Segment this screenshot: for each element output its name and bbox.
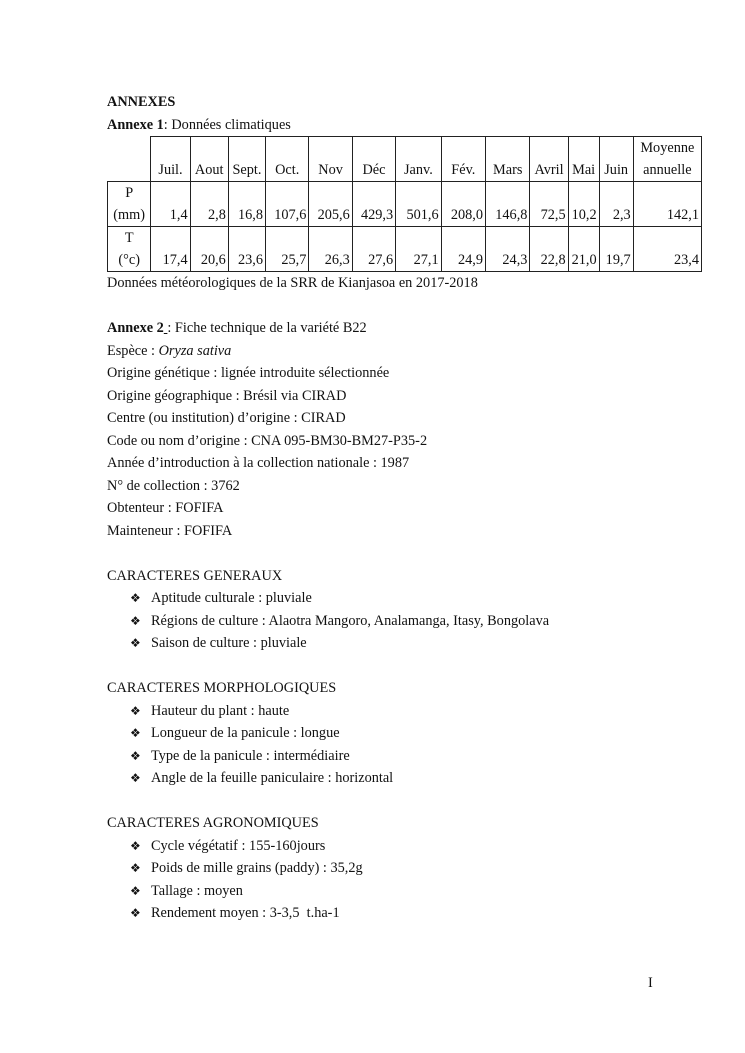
list-item [130, 610, 702, 633]
table-cell: 20,6 [190, 227, 228, 272]
fiche-line: N° de collection : 3762 [107, 477, 240, 494]
column-header: Juin [599, 137, 633, 182]
table-cell: 2,3 [599, 182, 633, 227]
row-label-line2: (°c) [118, 252, 140, 268]
annexe1-title: : Données climatiques [163, 116, 291, 133]
diamond-bullet-icon: ❖ [130, 703, 141, 718]
fiche-line: Obtenteur : FOFIFA [107, 500, 224, 516]
table-cell: 107,6 [266, 182, 309, 227]
table-cell: 21,0 [568, 227, 599, 272]
list-item-text: Cycle végétatif : 155-160jours [151, 837, 326, 854]
list-item-text: Poids de mille grains (paddy) : 35,2g [151, 860, 363, 876]
list-item [130, 857, 702, 880]
list-item-text: Hauteur du plant : haute [151, 702, 290, 719]
list-item [130, 767, 702, 790]
annexes-title: ANNEXES [107, 94, 176, 110]
table-cell: 1,4 [151, 182, 190, 227]
table-cell: 2,8 [190, 182, 228, 227]
table-row-precipitation [108, 182, 702, 227]
list-item-text: Tallage : moyen [151, 882, 243, 899]
row-label [108, 182, 151, 227]
table-cell: 23,6 [228, 227, 265, 272]
list-item [130, 700, 702, 723]
list-item-text: Aptitude culturale : pluviale [151, 590, 312, 606]
fiche-line: Année d’introduction à la collection nationale : 1987 [107, 455, 410, 471]
section-heading-generaux: CARACTERES GENERAUX [107, 567, 283, 584]
table-row-temperature [108, 227, 702, 272]
diamond-bullet-icon: ❖ [130, 591, 141, 605]
list-item-text: Rendement moyen : 3-3,5 t.ha-1 [151, 905, 340, 921]
annexe1-label: Annexe 1 [107, 116, 164, 133]
list-item-text: Angle de la feuille paniculaire : horizontal [151, 770, 394, 786]
diamond-bullet-icon: ❖ [130, 748, 141, 763]
diamond-bullet-icon: ❖ [130, 906, 141, 920]
diamond-bullet-icon: ❖ [130, 861, 141, 875]
column-header: Nov [309, 137, 352, 182]
diamond-bullet-icon: ❖ [130, 883, 141, 898]
table-cell: 17,4 [151, 227, 190, 272]
column-header: Mars [486, 137, 530, 182]
table-cell: 26,3 [309, 227, 352, 272]
annexe2-heading [107, 317, 702, 340]
climate-table [107, 136, 702, 272]
table-cell: 25,7 [266, 227, 309, 272]
column-header: Juil. [151, 137, 190, 182]
list-item [130, 835, 702, 858]
column-header: Aout [190, 137, 228, 182]
table-cell: 16,8 [228, 182, 265, 227]
table-cell-mean: 23,4 [633, 227, 701, 272]
table-cell: 27,1 [396, 227, 441, 272]
list-item [130, 902, 702, 925]
table-cell: 10,2 [568, 182, 599, 227]
annexe1-heading [107, 114, 702, 137]
table-cell: 208,0 [441, 182, 485, 227]
list-item-text: Régions de culture : Alaotra Mangoro, Analamanga, Itasy, Bongolava [151, 612, 550, 629]
row-label-line1: P [125, 185, 134, 201]
row-label [108, 227, 151, 272]
list-item-text: Longueur de la panicule : longue [151, 725, 340, 741]
section-heading-morpho: CARACTERES MORPHOLOGIQUES [107, 680, 337, 696]
annexe2-label: Annexe 2 [107, 320, 164, 336]
list-item-text: Saison de culture : pluviale [151, 635, 307, 651]
list-item [130, 880, 702, 903]
table-cell: 429,3 [352, 182, 395, 227]
table-cell: 205,6 [309, 182, 352, 227]
mean-header-line2: annuelle [643, 162, 692, 178]
list-item-text: Type de la panicule : intermédiaire [151, 747, 350, 764]
table-cell: 146,8 [486, 182, 530, 227]
list-item [130, 745, 702, 768]
section-heading-agro: CARACTERES AGRONOMIQUES [107, 815, 319, 831]
list-item [130, 632, 702, 655]
table-cell: 27,6 [352, 227, 395, 272]
fiche-line: Origine génétique : lignée introduite sélectionnée [107, 365, 390, 381]
list-generaux [107, 587, 702, 655]
page-number: I [648, 975, 653, 991]
table-cell: 24,9 [441, 227, 485, 272]
column-header: Oct. [266, 137, 309, 182]
diamond-bullet-icon: ❖ [130, 726, 141, 740]
document-page [107, 91, 702, 925]
fiche-line: Centre (ou institution) d’origine : CIRAD [107, 410, 346, 426]
diamond-bullet-icon: ❖ [130, 838, 141, 853]
column-header: Sept. [228, 137, 265, 182]
fiche-line: Origine géographique : Brésil via CIRAD [107, 387, 347, 404]
table-cell-mean: 142,1 [633, 182, 701, 227]
diamond-bullet-icon: ❖ [130, 613, 141, 628]
espece-label: Espèce : [107, 342, 159, 359]
espece-value: Oryza sativa [158, 342, 232, 359]
column-header-mean [633, 137, 701, 182]
table-caption: Données météorologiques de la SRR de Kianjasoa en 2017-2018 [107, 275, 478, 291]
column-header: Avril [530, 137, 568, 182]
fiche-line: Mainteneur : FOFIFA [107, 522, 233, 539]
fiche-line: Code ou nom d’origine : CNA 095-BM30-BM27-P35-2 [107, 432, 428, 449]
mean-header-line1: Moyenne [640, 140, 695, 156]
column-header: Fév. [441, 137, 485, 182]
table-cell: 72,5 [530, 182, 568, 227]
climate-table-header [108, 137, 702, 182]
row-label-line1: T [124, 230, 134, 246]
column-header: Déc [352, 137, 395, 182]
table-corner-cell [108, 137, 151, 182]
annexe2-title: : Fiche technique de la variété B22 [167, 320, 367, 336]
column-header: Mai [568, 137, 599, 182]
diamond-bullet-icon: ❖ [130, 771, 141, 785]
list-agro [107, 835, 702, 925]
list-item [130, 722, 702, 745]
table-cell: 19,7 [599, 227, 633, 272]
row-label-line2: (mm) [113, 207, 146, 223]
espece-line [107, 340, 702, 363]
list-morpho [107, 700, 702, 790]
table-cell: 24,3 [486, 227, 530, 272]
diamond-bullet-icon: ❖ [130, 636, 141, 650]
table-cell: 501,6 [396, 182, 441, 227]
table-cell: 22,8 [530, 227, 568, 272]
list-item [130, 587, 702, 610]
column-header: Janv. [396, 137, 441, 182]
